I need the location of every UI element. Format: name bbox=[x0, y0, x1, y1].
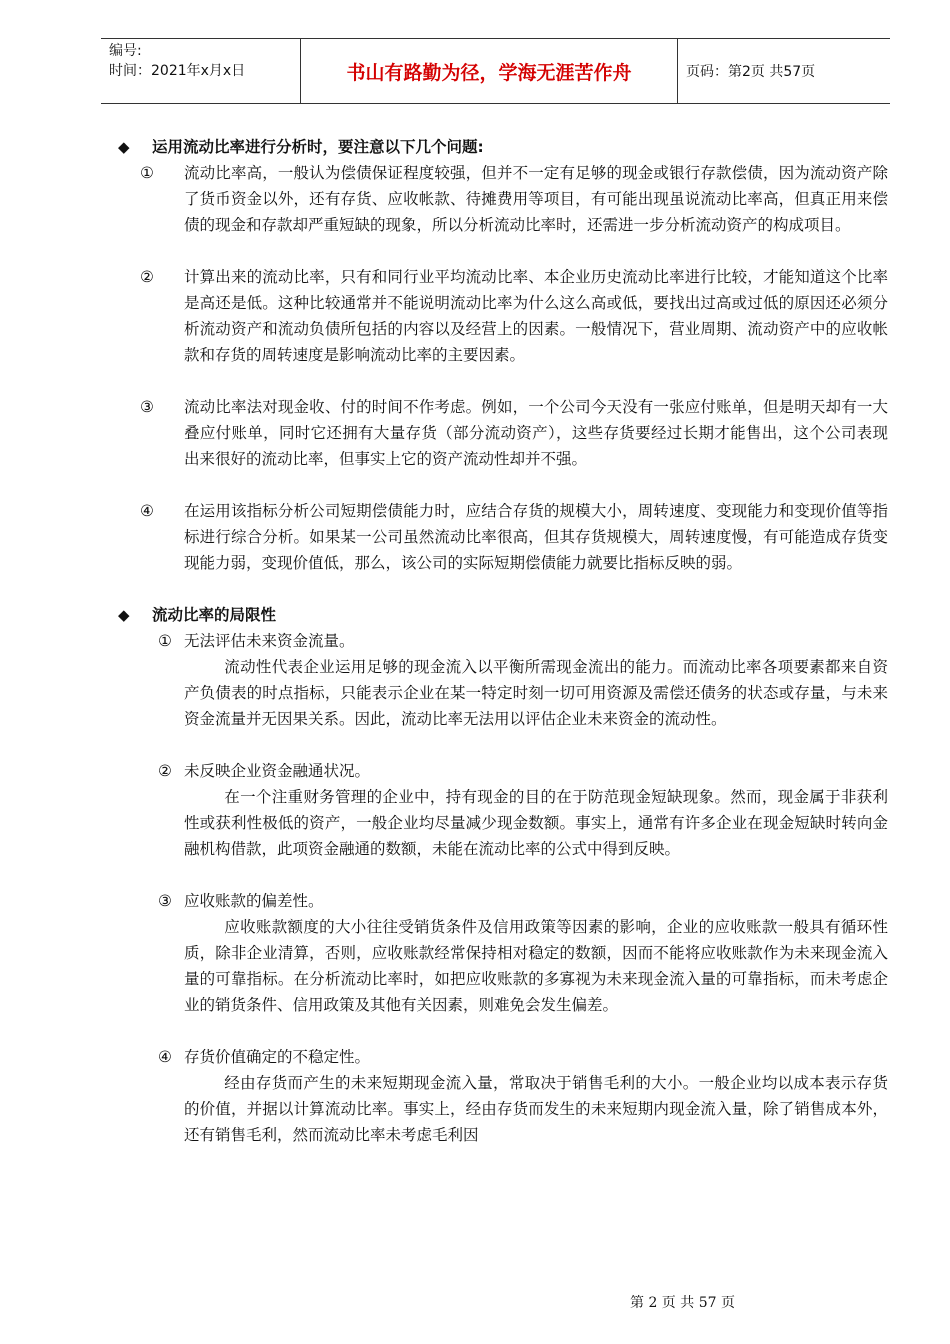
page-header bbox=[101, 38, 890, 104]
item-number: ② bbox=[140, 268, 154, 286]
page-footer: 第 2 页 共 57 页 bbox=[630, 1295, 735, 1311]
header-meta bbox=[101, 39, 301, 103]
item-heading: 应收账款的偏差性。 bbox=[184, 892, 324, 910]
section2-item-1 bbox=[118, 628, 888, 732]
section2-item-4 bbox=[118, 1044, 888, 1148]
header-page-label: 页码：第2页 共57页 bbox=[686, 64, 816, 80]
item-number: ④ bbox=[158, 1048, 172, 1066]
serial-label: 编号: bbox=[109, 43, 142, 59]
item-paragraph: 经由存货而产生的未来短期现金流入量，常取决于销售毛利的大小。一般企业均以成本表示存货的价值，并据以计算流动比率。事实上，经由存货而发生的未来短期内现金流入量，除了销售成本外，还有销售毛利，然而流动比率未考虑毛利因 bbox=[184, 1074, 888, 1144]
item-number: ① bbox=[140, 164, 154, 182]
item-text: 流动比率法对现金收、付的时间不作考虑。例如，一个公司今天没有一张应付账单，但是明天却有一大叠应付账单，同时它还拥有大量存货（部分流动资产），这些存货要经过长期才能售出，这个公司表现出来很好的流动比率，但事实上它的资产流动性却并不强。 bbox=[184, 398, 888, 468]
item-number: ③ bbox=[140, 398, 154, 416]
time-label: 时间：2021年x月x日 bbox=[109, 63, 246, 79]
section2-item-2 bbox=[118, 758, 888, 862]
item-number: ③ bbox=[158, 892, 172, 910]
item-heading: 存货价值确定的不稳定性。 bbox=[184, 1048, 371, 1066]
item-heading: 未反映企业资金融通状况。 bbox=[184, 762, 371, 780]
item-heading: 无法评估未来资金流量。 bbox=[184, 632, 355, 650]
section2-item-3 bbox=[118, 888, 888, 1018]
item-text: 在运用该指标分析公司短期偿债能力时，应结合存货的规模大小，周转速度、变现能力和变现价值等指标进行综合分析。如果某一公司虽然流动比率很高，但其存货规模大，周转速度慢，有可能造成存货变现能力弱，变现价值低，那么，该公司的实际短期偿债能力就要比指标反映的弱。 bbox=[184, 502, 888, 572]
section2-title-text: 流动比率的局限性 bbox=[152, 606, 277, 624]
section1-item-2 bbox=[118, 264, 888, 368]
diamond-bullet-icon: ◆ bbox=[118, 606, 130, 624]
item-number: ④ bbox=[140, 502, 154, 520]
diamond-bullet-icon: ◆ bbox=[118, 138, 130, 156]
section1-item-3 bbox=[118, 394, 888, 472]
section1-item-4 bbox=[118, 498, 888, 576]
item-text: 流动比率高，一般认为偿债保证程度较强，但并不一定有足够的现金或银行存款偿债，因为流动资产除了货币资金以外，还有存货、应收帐款、待摊费用等项目，有可能出现虽说流动比率高，但真正用来偿债的现金和存款却严重短缺的现象，所以分析流动比率时，还需进一步分析流动资产的构成项目。 bbox=[184, 164, 888, 234]
item-text: 计算出来的流动比率，只有和同行业平均流动比率、本企业历史流动比率进行比较，才能知道这个比率是高还是低。这种比较通常并不能说明流动比率为什么这么高或低，要找出过高或过低的原因还必须分析流动资产和流动负债所包括的内容以及经营上的因素。一般情况下，营业周期、流动资产中的应收帐款和存货的周转速度是影响流动比率的主要因素。 bbox=[184, 268, 888, 364]
item-number: ② bbox=[158, 762, 172, 780]
section1-title-text: 运用流动比率进行分析时，要注意以下几个问题: bbox=[152, 138, 484, 156]
item-paragraph: 流动性代表企业运用足够的现金流入以平衡所需现金流出的能力。而流动比率各项要素都来自资产负债表的时点指标，只能表示企业在某一特定时刻一切可用资源及需偿还债务的状态或存量，与未来资金流量并无因果关系。因此，流动比率无法用以评估企业未来资金的流动性。 bbox=[184, 658, 888, 728]
item-paragraph: 应收账款额度的大小往往受销货条件及信用政策等因素的影响，企业的应收账款一般具有循环性质，除非企业清算，否则，应收账款经常保持相对稳定的数额，因而不能将应收账款作为未来现金流入量的可靠指标。在分析流动比率时，如把应收账款的多寡视为未来现金流入量的可靠指标，而未考虑企业的销货条件、信用政策及其他有关因素，则难免会发生偏差。 bbox=[184, 918, 888, 1014]
section1-title bbox=[118, 134, 888, 160]
header-motto: 书山有路勤为径，学海无涯苦作舟 bbox=[301, 39, 678, 103]
item-paragraph: 在一个注重财务管理的企业中，持有现金的目的在于防范现金短缺现象。然而，现金属于非获利性或获利性极低的资产，一般企业均尽量减少现金数额。事实上，通常有许多企业在现金短缺时转向金融机构借款，此项资金融通的数额，未能在流动比率的公式中得到反映。 bbox=[184, 788, 888, 858]
section1-item-1 bbox=[118, 160, 888, 238]
document-body bbox=[118, 134, 888, 1148]
section2-title bbox=[118, 602, 888, 628]
item-number: ① bbox=[158, 632, 172, 650]
